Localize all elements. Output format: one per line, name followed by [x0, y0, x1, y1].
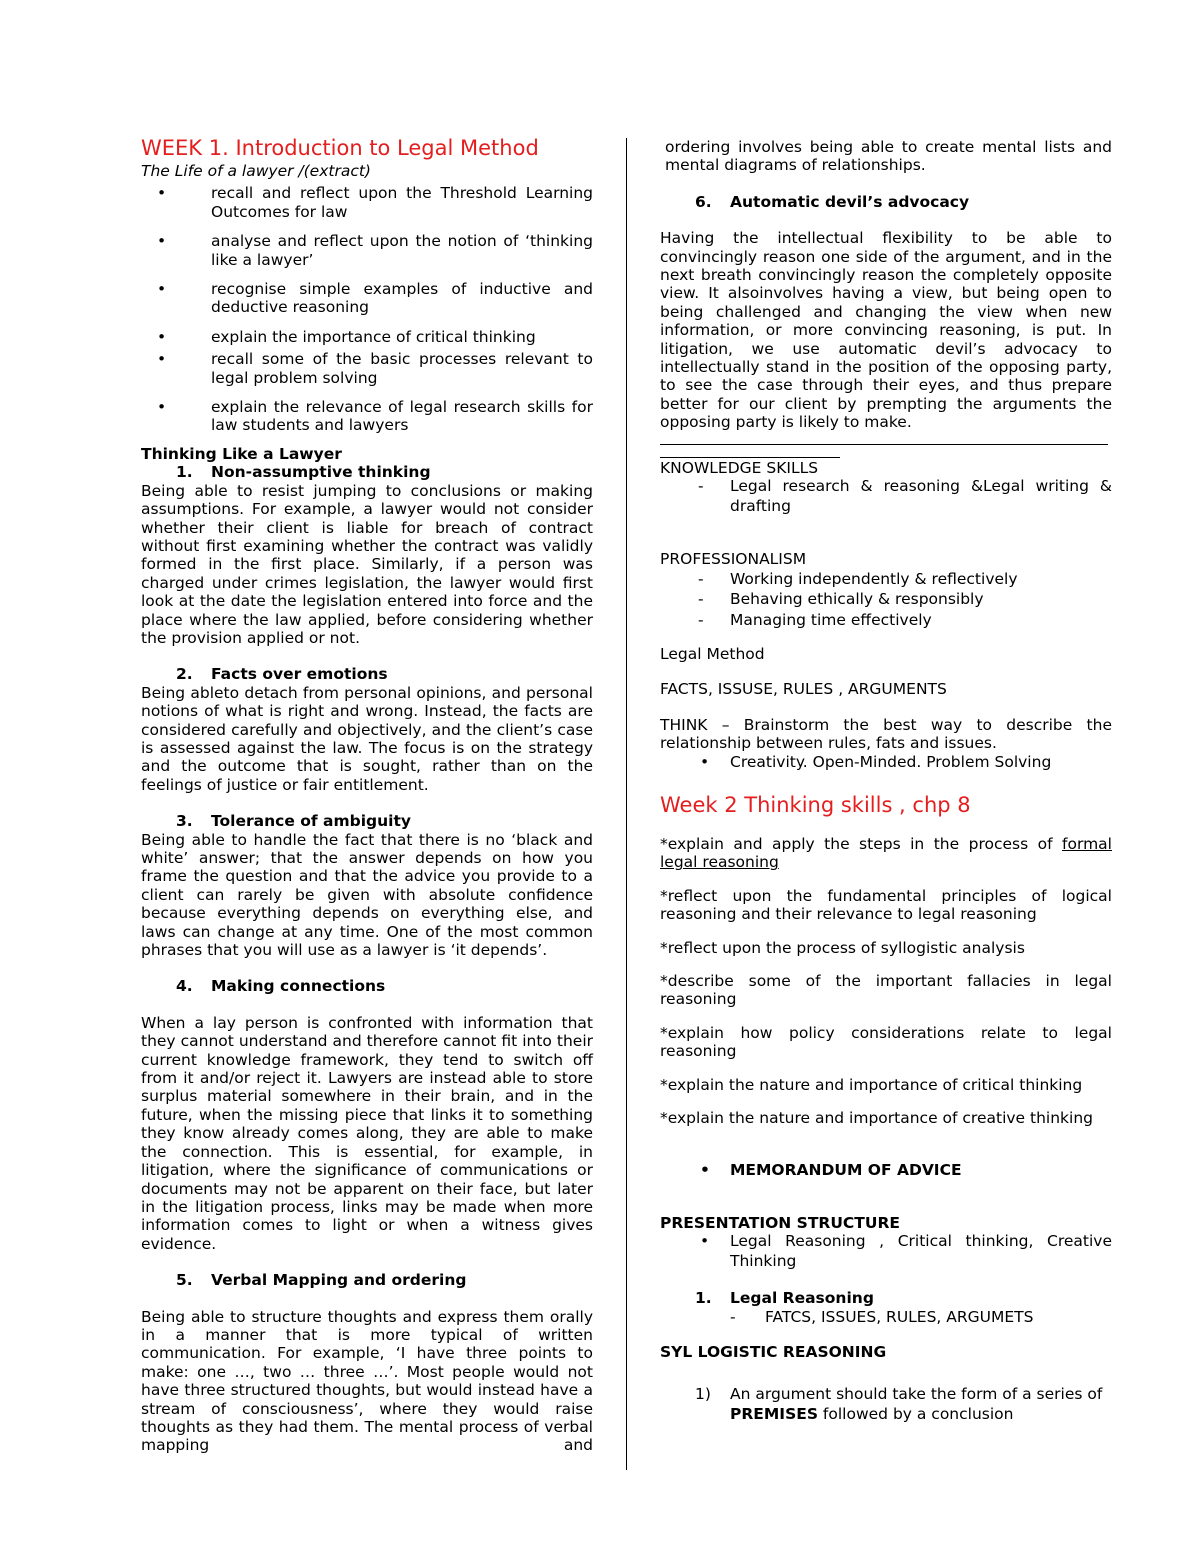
column-divider: [626, 138, 627, 1470]
paragraph: *explain how policy considerations relate to legal reasoning: [660, 1023, 1112, 1061]
list-item: - Legal research & reasoning &Legal writing & drafting: [698, 477, 1112, 515]
paragraph: Legal Method: [660, 645, 765, 663]
list-item: - Behaving ethically & responsibly: [698, 590, 984, 608]
horizontal-rule: [660, 457, 840, 458]
paragraph: Being ableto detach from personal opinions, and personal notions of what is right and wrong. Instead, the facts are considered carefully and objectively, and the client’s case is assessed against the law. The focus is on the strategy and the outcome that is sought, rather than on the feelings of justice or fair entitlement.: [141, 683, 593, 794]
list-item: • MEMORANDUM OF ADVICE: [700, 1160, 962, 1179]
paragraph: Having the intellectual flexibility to be able to convincingly reason one side of the argument, and in the next breath convincingly reason the completely opposite view. It alsoinvolves having a view, but being open to being challenged and changing the view when new information, or more convincing reasoning, is put. In litigation, we use automatic devil’s advocacy to intellectually stand in the position of the opposing party, to see the case through their eyes, and thus prepare better for our client by prempting the arguments the opposing party is likely to make.: [660, 229, 1112, 432]
list-item: - Managing time effectively: [698, 610, 932, 629]
paragraph: Being able to handle the fact that there is no ‘black and white’ answer; that the answer depends on how you frame the question and that the advice you provide to a client can rarely be given with absolute confidence because everything depends on everything else, and laws can change at any time. One of the most common phrases that you will use as a lawyer is ‘it depends’.: [141, 830, 593, 960]
bullet-icon: •: [157, 184, 167, 203]
list-item: • Legal Reasoning , Critical thinking, Creative Thinking: [700, 1232, 1112, 1270]
list-item: • Creativity. Open-Minded. Problem Solving: [700, 752, 1052, 771]
paragraph: *describe some of the important fallacies in legal reasoning: [660, 972, 1112, 1009]
paragraph: When a lay person is confronted with information that they cannot understand and therefore cannot fit into their current knowledge framework, they tend to switch off from it and/or reject it. Lawyers are instead able to store surplus material somewhere in their brain, and in the future, when the missing piece that links it to something they know already comes along, they are able to make the connection. This is essential, for example, in litigation, where the significance of communications or documents may not be apparent on their face, but later in the litigation process, links may be made when more information comes to light or when a witness gives evidence.: [141, 1013, 593, 1253]
section-heading: Thinking Like a Lawyer: [141, 444, 342, 463]
week2-title: Week 2 Thinking skills , chp 8: [660, 793, 971, 818]
list-item: • recognise simple examples of inductive and deductive reasoning: [157, 280, 593, 317]
paragraph: ordering involves being able to create mental lists and mental diagrams of relationships.: [665, 138, 1112, 175]
paragraph: Being able to structure thoughts and express them orally in a manner that is more typical of written communication. For example, ‘I have three points to make: one …, two … three …’. Most people would not have three structured thoughts, but would instead have a stream of consciousness’, where they would raise thoughts as they had them. The mental process of verbal mapping and: [141, 1307, 593, 1455]
section-heading: KNOWLEDGE SKILLS: [660, 458, 819, 477]
week1-subtitle: The Life of a lawyer /(extract): [141, 162, 371, 180]
list-item: • recall some of the basic processes relevant to legal problem solving: [157, 350, 593, 387]
paragraph: Being able to resist jumping to conclusions or making assumptions. For example, a lawyer would not consider whether their client is liable for breach of contract without first examining whether the contract was validly formed in the first place. Similarly, if a person was charged under crimes legislation, the lawyer would first look at the date the legislation entered into force and the place where the law applied, before considering whether the provision applied or not.: [141, 481, 593, 647]
paragraph: THINK – Brainstorm the best way to describe the relationship between rules, fats and issues.: [660, 715, 1112, 753]
bullet-icon: •: [700, 752, 710, 771]
bullet-icon: •: [157, 327, 167, 346]
section-heading: PROFESSIONALISM: [660, 550, 807, 569]
bullet-icon: •: [157, 398, 167, 417]
list-item: - FATCS, ISSUES, RULES, ARGUMETS: [730, 1307, 1034, 1326]
bullet-icon: •: [700, 1232, 710, 1251]
section-heading: 1. Non-assumptive thinking: [176, 463, 431, 482]
section-heading: PRESENTATION STRUCTURE: [660, 1213, 900, 1232]
paragraph: *explain the nature and importance of creative thinking: [660, 1109, 1093, 1128]
list-item: • analyse and reflect upon the notion of ‘thinking like a lawyer’: [157, 232, 593, 269]
paragraph: FACTS, ISSUSE, RULES , ARGUMENTS: [660, 680, 947, 699]
bullet-icon: •: [157, 350, 167, 369]
list-item: • explain the importance of critical thinking: [157, 327, 536, 346]
section-heading: 2. Facts over emotions: [176, 665, 388, 684]
paragraph: *reflect upon the process of syllogistic analysis: [660, 938, 1025, 957]
section-heading: SYL LOGISTIC REASONING: [660, 1343, 887, 1362]
left-column: [141, 134, 593, 1455]
section-heading: 6. Automatic devil’s advocacy: [695, 192, 970, 211]
horizontal-rule: [660, 444, 1108, 445]
paragraph: *explain the nature and importance of critical thinking: [660, 1075, 1083, 1094]
link-formal-legal-reasoning: formal legal reasoning: [660, 835, 1112, 872]
bullet-icon: •: [700, 1160, 710, 1179]
outcomes-list: [141, 184, 593, 434]
paragraph: *reflect upon the fundamental principles of logical reasoning and their relevance to legal reasoning: [660, 886, 1112, 924]
list-item: - Working independently & reflectively: [698, 569, 1018, 588]
section-heading: 5. Verbal Mapping and ordering: [176, 1271, 467, 1290]
list-item: 1) An argument should take the form of a series of PREMISES followed by a conclusion: [695, 1384, 1103, 1423]
list-item: • explain the relevance of legal research skills for law students and lawyers: [157, 398, 593, 435]
list-item: • recall and reflect upon the Threshold Learning Outcomes for law: [157, 184, 593, 221]
bullet-icon: •: [157, 232, 167, 251]
paragraph: *explain and apply the steps in the process of formal legal reasoning: [660, 835, 1112, 872]
right-column: [660, 138, 1112, 1424]
section-heading: 1. Legal Reasoning: [695, 1289, 874, 1308]
week1-title: WEEK 1. Introduction to Legal Method: [141, 136, 539, 160]
section-heading: 4. Making connections: [176, 977, 386, 996]
bullet-icon: •: [157, 280, 167, 299]
section-heading: 3. Tolerance of ambiguity: [176, 812, 411, 831]
